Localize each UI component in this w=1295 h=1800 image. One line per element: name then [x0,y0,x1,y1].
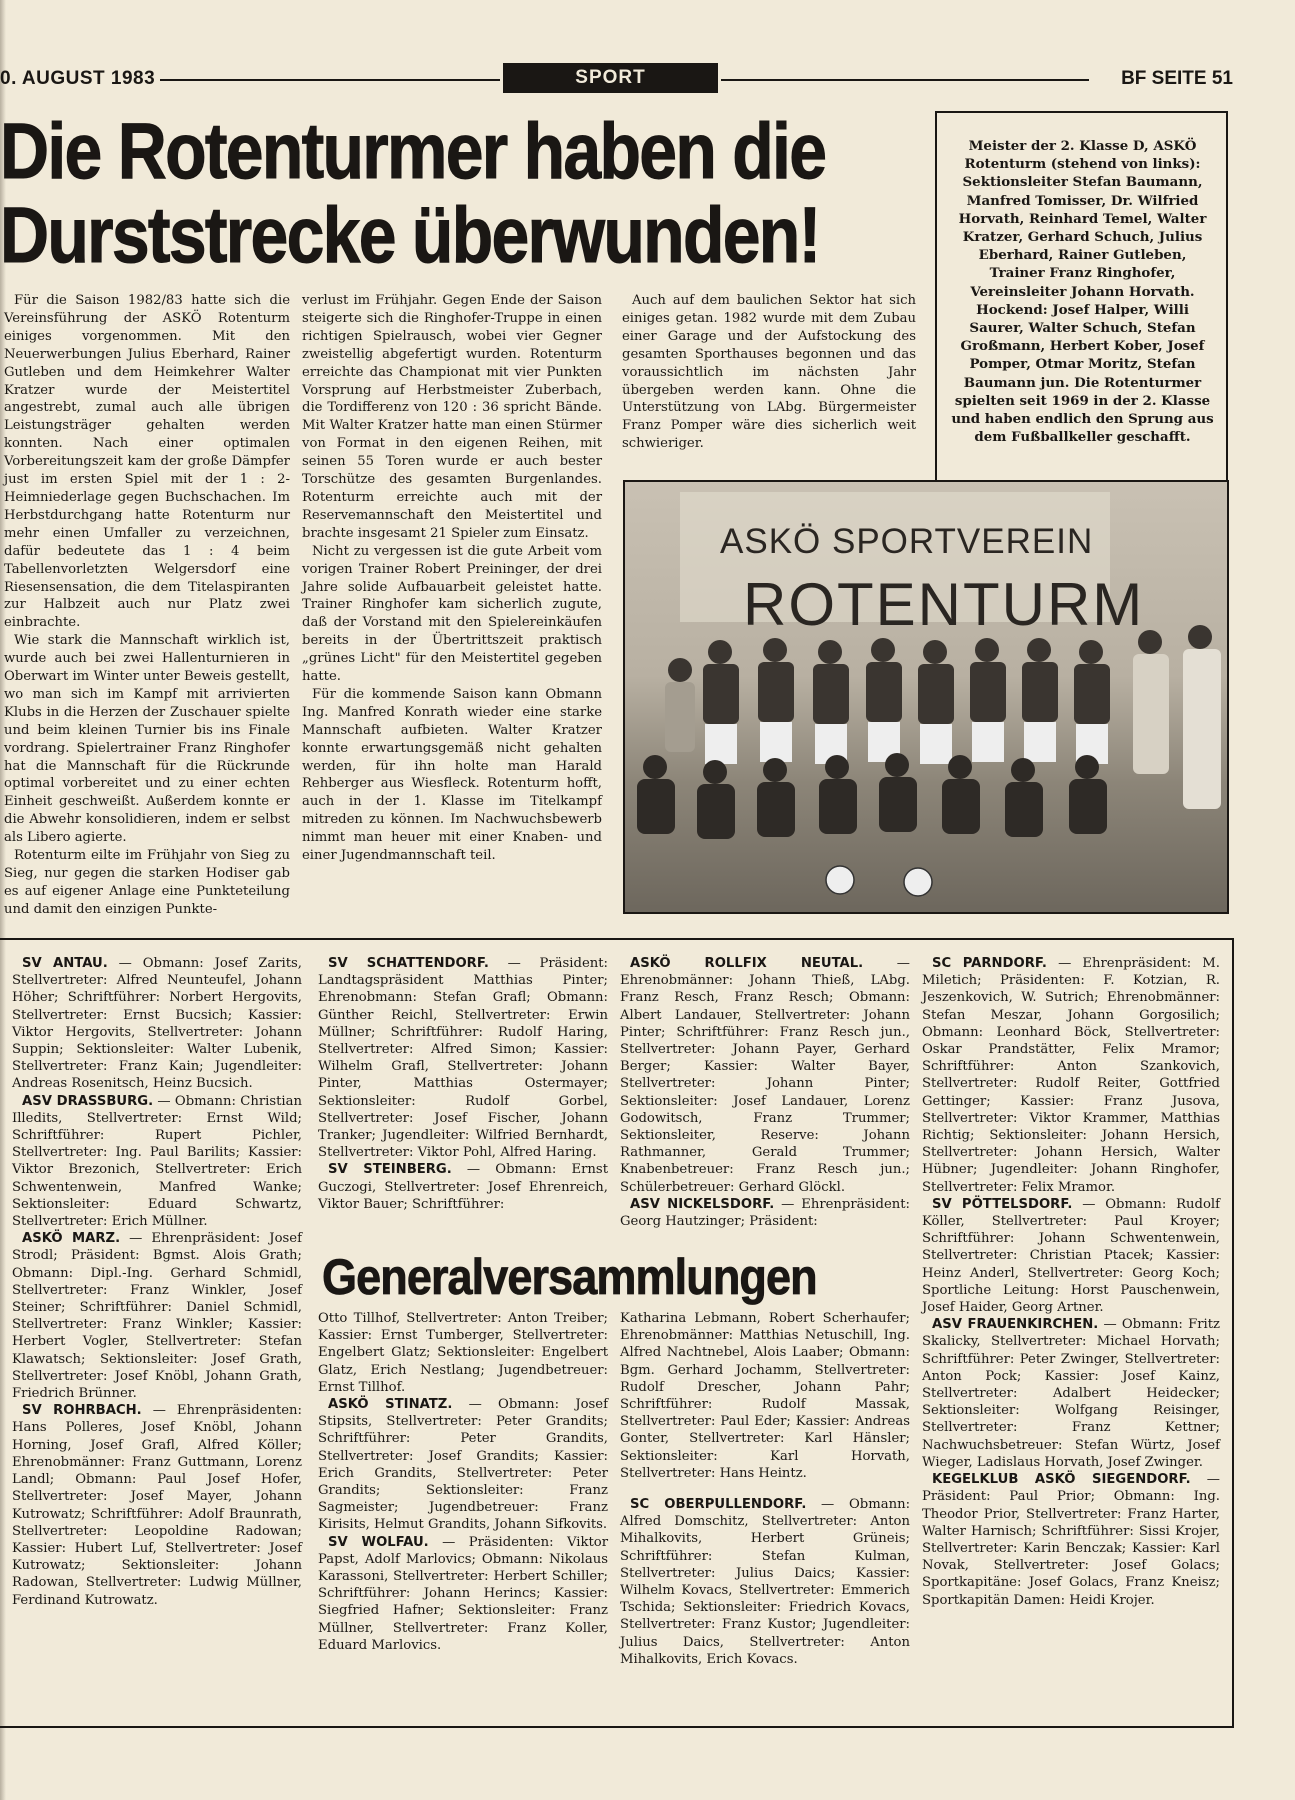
article-paragraph: Nicht zu vergessen ist die gute Arbeit vom vorigen Trainer Robert Preininger, der drei Jahre solide Aufbauarbeit geleistet hatte. Trainer Ringhofer kam sicherlich zugute, daß der Vorstand mit den Spielereinkäufen bereits in der Übertrittszeit praktisch „grünes Licht" für den Meistertitel gegeben hatte. [302,543,602,685]
club-details: — Ehrenpräsident: M. Miletich; Präsidenten: F. Kotzian, R. Jeszenkovich, W. Sutrich; Ehrenobmänner: Stefan Meszar, Johann Gorgosilich; Obmann: Leonhard Böck, Stellvertreter: Oskar Prandstätter, Felix Mramor; Schriftführer: Anton Szankovich, Stellvertreter: Rudolf Reiter, Gottfried Gettinger; Kassier: Franz Jusova, Stellvertreter: Viktor Krammer, Matthias Richtig; Sektionsleiter: Johann Hersich, Stellvertreter: Johann Hersich, Walter Hübner; Jugendleiter: Johann Ringhofer, Stellvertreter: Felix Mramor. [922,956,1220,1195]
page-number: BF SEITE 51 [1121,68,1233,89]
club-entry [922,1196,1220,1316]
club-entry [620,955,910,1196]
club-details: — Ehrenpräsident: Georg Hautzinger; Präsident: [620,1196,910,1230]
gv-column-1 [12,955,302,1609]
gv-column-2 [318,955,608,1213]
club-name: ASKÖ MARZ. [22,1231,121,1247]
club-details: — Ehrenpräsidenten: Hans Polleres, Josef Knöbl, Johann Horning, Josef Grafl, Alfred Köller; Ehrenobmänner: Franz Guttmann, Lorenz Landl; Obmann: Paul Josef Hofer, Stellvertreter: Josef Mayer, Johann Kutrowatz; Schriftführer: Adolf Braunrath, Stellvertreter: Leopoldine Radowan; Kassier: Hubert Luf, Stellvertreter: Josef Kutrowatz; Sektionsleiter: Johann Radowan, Stellvertreter: Ludwig Müllner, Ferdinand Kutrowatz. [12,1403,302,1608]
club-entry [12,1402,302,1608]
club-name: ASV FRAUENKIRCHEN. [932,1317,1099,1333]
club-name: ASKÖ ROLLFIX NEUTAL. [630,956,864,971]
club-details: — Obmann: Josef Zarits, Stellvertreter: Alfred Neunteufel, Johann Höher; Schriftführer: Norbert Hergovits, Stellvertreter: Ernst Bucsich; Kassier: Viktor Hergovits, Stellvertreter: Johann Suppin; Sektionsleiter: Walter Lubenik, Stellvertreter: Franz Kain; Jugendleiter: Andreas Rosenitsch, Heinz Bucsich. [12,956,302,1092]
club-name: SV SCHATTENDORF. [328,956,489,971]
club-entry [12,1230,302,1402]
article-paragraph: Auch auf dem baulichen Sektor hat sich einiges getan. 1982 wurde mit dem Zubau einer Garage und der Aufstockung des gesamten Sporthauses begonnen und das voraussichtlich im nächsten Jahr übergeben werden kann. Ohne die Unterstützung von LAbg. Bürgermeister Franz Pomper wäre dies sicherlich weit schwieriger. [622,293,916,452]
club-entry [318,955,608,1161]
photo-caption: Meister der 2. Klasse D, ASKÖ Rotenturm (stehend von links): Sektionsleiter Stefan Baumann, Manfred Tomisser, Dr. Wilfried Horvath, Reinhard Temel, Walter Kratzer, Gerhard Schuch, Julius Eberhard, Rainer Gutleben, Trainer Franz Ringhofer, Vereinsleiter Johann Horvath. Hockend: Josef Halper, Willi Saurer, Walter Schuch, Stefan Großmann, Herbert Kober, Josef Pomper, Otmar Moritz, Stefan Baumann jun. Die Rotenturmer spielten seit 1969 in der 2. Klasse und haben endlich den Sprung aus dem Fußballkeller geschafft. [951,138,1214,446]
club-entry [922,955,1220,1196]
club-details: Otto Tillhof, Stellvertreter: Anton Treiber; Kassier: Ernst Tumberger, Stellvertreter: Engelbert Glatz; Sektionsleiter: Engelbert Glatz, Erich Nestlang; Jugendbetreuer: Ernst Tillhof. [318,1311,608,1395]
club-details: — Präsident: Paul Prior; Obmann: Ing. Theodor Prior, Stellvertreter: Franz Harter, Walter Harnisch; Schriftführer: Sissi Krojer, Stellvertreter: Karin Benczak; Kassier: Karl Novak, Stellvertreter: Josef Golacs; Sportkapitäne: Josef Golacs, Franz Kneisz; Sportkapitän Damen: Heidi Krojer. [922,1472,1220,1608]
club-details: — Präsident: Landtagspräsident Matthias Pinter; Ehrenobmann: Stefan Grafl; Obmann: Günther Reichl, Stellvertreter: Erwin Müllner; Schriftführer: Rudolf Haring, Stellvertreter: Alfred Simon; Kassier: Wilhelm Grafl, Stellvertreter: Johann Pinter, Matthias Ostermayer; Sektionsleiter: Rudolf Gorbel, Stellvertreter: Josef Fischer, Johann Tranker; Jugendleiter: Wilfried Bernhardt, Stellvertreter: Viktor Pohl, Alfred Haring. [318,956,608,1161]
club-name: SC OBERPULLENDORF. [630,1497,807,1513]
gv-column-3-continued [620,1310,910,1668]
club-name: ASV DRASSBURG. [22,1093,154,1109]
headline-line-1: Die Rotenturmer haben die [0,106,826,195]
headline-line-2: Durststrecke überwunden! [0,190,820,279]
club-name: SV ANTAU. [22,956,108,971]
photo-banner-line-2: ROTENTURM [743,571,1145,638]
header-rule-right [721,79,1089,81]
article-column-2 [302,292,602,865]
club-entry [620,1196,910,1230]
article-paragraph: Rotenturm eilte im Frühjahr von Sieg zu Sieg, nur gegen die starken Hodiser gab es auf eigener Anlage eine Punkteteilung und damit den einzigen Punkte- [4,848,290,917]
article-paragraph: verlust im Frühjahr. Gegen Ende der Saison steigerte sich die Ringhofer-Truppe in einen richtigen Spielrausch, wobei vier Gegner zweistellig abgefertigt wurden. Rotenturm erreichte das Championat mit vier Punkten Vorsprung auf Herbstmeister Zuberbach, die Tordifferenz von 120 : 36 spricht Bände. Mit Walter Kratzer hatte man einen Stürmer von Format in den eigenen Reihen, mit seinen 55 Toren wurde er auch bester Torschütze des gesamten Burgenlandes. Rotenturm erreichte auch mit der Reservemannschaft den Meistertitel und brachte insgesamt 21 Spieler zum Einsatz. [302,293,602,541]
club-entry [12,955,302,1093]
gv-column-3 [620,955,910,1230]
club-details: — Ehrenpräsident: Josef Strodl; Präsident: Bgmst. Alois Grath; Obmann: Dipl.-Ing. Gerhard Schmidl, Stellvertreter: Franz Winkler, Josef Steiner; Schriftführer: Daniel Schmidl, Stellvertreter: Franz Winkler; Kassier: Herbert Vogler, Stellvertreter: Stefan Klawatsch; Sektionsleiter: Josef Grath, Stellvertreter: Josef Knöbl, Johann Grath, Friedrich Brünner. [12,1231,302,1402]
club-details: — Obmann: Alfred Domschitz, Stellvertreter: Anton Mihalkovits, Herbert Grüneis; Schriftführer: Stefan Kulman, Stellvertreter: Julius Daics; Kassier: Wilhelm Kovacs, Stellvertreter: Emmerich Tschida; Sektionsleiter: Friedrich Kovacs, Stellvertreter: Franz Kustor; Jugendleiter: Julius Daics, Stellvertreter: Anton Mihalkovits, Erich Kovacs. [620,1497,911,1667]
club-entry [318,1310,608,1396]
gv-column-4 [922,955,1220,1609]
club-name: SC PARNDORF. [932,956,1047,971]
article-paragraph: Für die kommende Saison kann Obmann Ing. Manfred Konrath wieder eine starke Mannschaft aufbieten. Walter Kratzer konnte erwartungsgemäß nicht gehalten werden, für ihn holte man Harald Rehberger aus Wiesfleck. Rotenturm hofft, auch in der 1. Klasse im Titelkampf mitreden zu können. Im Nachwuchsbewerb nimmt man heuer mit einer Knaben- und einer Jugendmannschaft teil. [302,686,602,864]
club-details: — Ehrenobmänner: Johann Thieß, LAbg. Franz Resch, Franz Resch; Obmann: Albert Landauer, Stellvertreter: Johann Pinter; Schriftführer: Franz Resch jun., Stellvertreter: Johann Payer, Gerhard Berger; Kassier: Walter Bayer, Stellvertreter: Johann Pinter; Sektionsleiter: Josef Landauer, Lorenz Godowitsch, Franz Trummer; Sektionsleiter, Reserve: Johann Rathmanner, Gerald Trummer; Knabenbetreuer: Franz Resch jun.; Schülerbetreuer: Gerhard Glöckl. [620,956,910,1195]
article-column-3 [622,292,916,453]
club-details: — Obmann: Fritz Skalicky, Stellvertreter: Michael Horvath; Schriftführer: Peter Zwinger, Stellvertreter: Anton Pock; Kassier: Josef Kainz, Stellvertreter: Adalbert Heidecker; Sektionsleiter: Wolfgang Reisinger, Stellvertreter: Franz Kettner; Nachwuchsbetreuer: Stefan Würtz, Josef Wieger, Ladislaus Horvath, Josef Zwinger. [922,1317,1220,1470]
article-column-1 [4,292,290,919]
club-entry [318,1161,608,1213]
club-name: SV PÖTTELSDORF. [932,1196,1073,1212]
club-name: SV ROHRBACH. [22,1403,142,1419]
club-name: SV WOLFAU. [328,1534,429,1550]
club-entry [620,1310,910,1482]
header-rule-left [160,79,500,81]
club-entry [620,1496,910,1668]
issue-date: 0. AUGUST 1983 [0,68,156,89]
club-name: SV STEINBERG. [328,1162,452,1178]
article-paragraph: Für die Saison 1982/83 hatte sich die Vereinsführung der ASKÖ Rotenturm einiges vorgenommen. Mit den Neuerwerbungen Julius Eberhard, Rainer Gutleben und dem Heimkehrer Walter Kratzer wurde der Meistertitel angestrebt, zumal auch alle übrigen Leistungsträger gehalten werden konnten. Nach einer optimalen Vorbereitungszeit kam der große Dämpfer just im ersten Spiel mit der 1 : 2-Heimniederlage gegen Buchschachen. Im Herbstdurchgang hatte Rotenturm nur mehr einen Umfaller zu verzeichnen, dafür bedeutete das 1 : 4 beim Tabellenvorletzten Welgersdorf eine Riesensensation, die dem Titelaspiranten zur Halbzeit auch nur Platz zwei einbrachte. [4,293,290,631]
photo-banner-line-1: ASKÖ SPORTVEREIN [720,522,1094,561]
club-name: ASV NICKELSDORF. [630,1196,775,1212]
club-entry [922,1471,1220,1609]
team-photo [623,480,1229,914]
club-details: — Obmann: Rudolf Köller, Stellvertreter: Paul Kroyer; Schriftführer: Johann Schwentenwein, Stellvertreter: Christian Ptacek; Kassier: Heinz Anderl, Stellvertreter: Georg Koch; Sportliche Leitung: Horst Pauschenwein, Josef Haider, Georg Artner. [922,1196,1221,1316]
club-entry [318,1534,608,1654]
section-label-text: SPORT [575,67,646,88]
club-name: KEGELKLUB ASKÖ SIEGENDORF. [932,1472,1191,1488]
club-name: ASKÖ STINATZ. [328,1397,453,1413]
club-entry [318,1396,608,1534]
club-entry [922,1316,1220,1471]
club-details: — Obmann: Ernst Guczogi, Stellvertreter: Josef Ehrenreich, Viktor Bauer; Schriftführer: [318,1162,608,1212]
generalversammlungen-title: Generalversammlungen [322,1249,817,1305]
club-details: Katharina Lebmann, Robert Scherhaufer; Ehrenobmänner: Matthias Netuschill, Ing. Alfred Nachtnebel, Alois Laaber; Obmann: Bgm. Gerhard Jochamm, Stellvertreter: Rudolf Drescher, Johann Pahr; Schriftführer: Rudolf Massak, Stellvertreter: Paul Eder; Kassier: Andreas Gonter, Stellvertreter: Karl Hänsler; Sektionsleiter: Karl Horvath, Stellvertreter: Hans Heintz. [620,1311,910,1481]
section-label [503,63,718,93]
club-details: — Obmann: Josef Stipsits, Stellvertreter: Peter Grandits; Schriftführer: Peter Grandits, Stellvertreter: Josef Grandits; Kassier: Erich Grandits, Stellvertreter: Peter Grandits; Sektionsleiter: Franz Sagmeister; Jugendbetreuer: Franz Kirisits, Helmut Grandits, Johann Sifkovits. [318,1397,608,1533]
club-details: — Präsidenten: Viktor Papst, Adolf Marlovics; Obmann: Nikolaus Karassoni, Stellvertreter: Herbert Schiller; Schriftführer: Johann Herincs; Kassier: Siegfried Hafner; Sektionsleiter: Franz Müllner, Stellvertreter: Franz Koller, Eduard Marlovics. [318,1534,608,1653]
club-details: — Obmann: Christian Illedits, Stellvertreter: Ernst Wild; Schriftführer: Rupert Pichler, Stellvertreter: Ing. Paul Barilits; Kassier: Viktor Brezonich, Stellvertreter: Erich Schwentenwein, Manfred Wanke; Sektionsleiter: Eduard Schwartz, Stellvertreter: Erich Müllner. [12,1093,302,1230]
photo-caption-box [935,111,1228,483]
article-paragraph: Wie stark die Mannschaft wirklich ist, wurde auch bei zwei Hallenturnieren in Oberwart im Winter unter Beweis gestellt, wo man sich im Kampf mit arrivierten Klubs in die Herzen der Zuschauer spielte und beim kleinen Turnier bis ins Finale vordrang. Spielertrainer Franz Ringhofer hat die Mannschaft für die Rückrunde optimal vorbereitet und zu einer echten Einheit geschweißt. Außerdem konnte er die Abwehr konsolidieren, indem er selbst als Libero agierte. [4,633,290,846]
gv-column-2-continued [318,1310,608,1654]
club-entry [12,1093,302,1231]
